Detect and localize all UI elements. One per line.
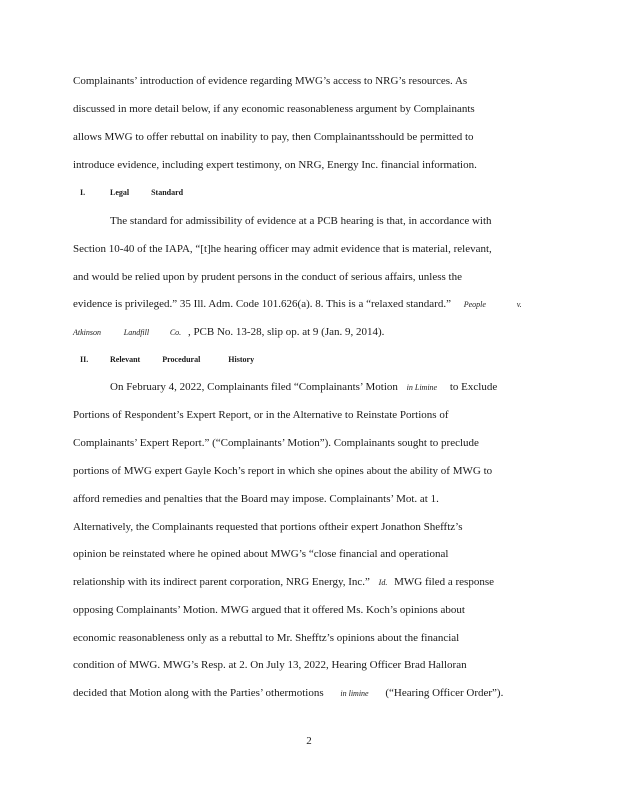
text-line: Complainants’ Expert Report.” (“Complainants’ Motion”). Complainants sought to preclude xyxy=(73,437,479,449)
citation-italic: v. xyxy=(516,300,522,309)
text-segment: On February 4, 2022, Complainants filed “Complainants’ Motion xyxy=(110,381,398,393)
text-line: introduce evidence, including expert testimony, on NRG, Energy Inc. financial information. xyxy=(73,159,477,171)
text-line-with-italic xyxy=(73,575,494,590)
text-segment: (“Hearing Officer Order”). xyxy=(385,687,504,699)
section-heading-legal-standard xyxy=(80,187,183,199)
citation-italic: Atkinson xyxy=(73,328,101,337)
heading-word: Procedural xyxy=(162,355,201,364)
heading-word: Standard xyxy=(151,188,184,197)
text-line-with-italic xyxy=(73,686,503,701)
text-line-with-italic xyxy=(110,380,497,395)
heading-word: Legal xyxy=(110,188,130,197)
page-number: 2 xyxy=(306,735,312,747)
text-segment: , PCB No. 13-28, slip op. at 9 (Jan. 9, 2014). xyxy=(187,326,385,338)
text-segment: relationship with its indirect parent corporation, NRG Energy, Inc.” xyxy=(73,576,370,588)
text-line: opposing Complainants’ Motion. MWG argued that it offered Ms. Koch’s opinions about xyxy=(73,604,465,616)
italic-term: Id. xyxy=(378,578,388,587)
heading-word: Relevant xyxy=(110,355,141,364)
heading-word: History xyxy=(228,355,255,364)
text-line: Section 10-40 of the IAPA, “[t]he hearing officer may admit evidence that is material, relevant, xyxy=(73,243,492,255)
citation-italic: Co. xyxy=(169,328,182,337)
text-line: allows MWG to offer rebuttal on inability to pay, then Complainantsshould be permitted to xyxy=(73,131,474,143)
text-line: afford remedies and penalties that the Board may impose. Complainants’ Mot. at 1. xyxy=(73,493,439,505)
text-line: opinion be reinstated where he opined about MWG’s “close financial and operational xyxy=(73,548,449,560)
text-segment: to Exclude xyxy=(449,381,498,393)
text-line: Complainants’ introduction of evidence regarding MWG’s access to NRG’s resources. As xyxy=(73,75,468,87)
text-line: Alternatively, the Complainants requested that portions oftheir expert Jonathon Shefftz’s xyxy=(73,521,463,533)
text-segment: decided that Motion along with the Parties’ othermotions xyxy=(73,687,324,699)
italic-term: in limine xyxy=(340,689,369,698)
text-line: portions of MWG expert Gayle Koch’s report in which she opines about the ability of MWG to xyxy=(73,465,493,477)
text-line: The standard for admissibility of evidence at a PCB hearing is that, in accordance with xyxy=(110,215,492,227)
text-line-with-citation xyxy=(73,325,384,340)
citation-italic: People xyxy=(463,300,486,309)
text-line: discussed in more detail below, if any economic reasonableness argument by Complainants xyxy=(73,103,475,115)
section-heading-procedural-history xyxy=(80,354,254,366)
text-segment: MWG filed a response xyxy=(394,576,494,588)
text-line-with-citation xyxy=(73,297,522,312)
text-line: Portions of Respondent’s Expert Report, or in the Alternative to Reinstate Portions of xyxy=(73,409,449,421)
italic-term: in Limine xyxy=(406,383,438,392)
heading-number: I. xyxy=(80,188,86,197)
text-line: and would be relied upon by prudent persons in the conduct of serious affairs, unless the xyxy=(73,271,462,283)
citation-italic: Landfill xyxy=(123,328,150,337)
text-line: economic reasonableness only as a rebuttal to Mr. Shefftz’s opinions about the financial xyxy=(73,632,460,644)
heading-number: II. xyxy=(80,355,89,364)
text-line: condition of MWG. MWG’s Resp. at 2. On July 13, 2022, Hearing Officer Brad Halloran xyxy=(73,659,467,671)
text-segment: evidence is privileged.” 35 Ill. Adm. Code 101.626(a). 8. This is a “relaxed standard.” xyxy=(73,298,451,310)
